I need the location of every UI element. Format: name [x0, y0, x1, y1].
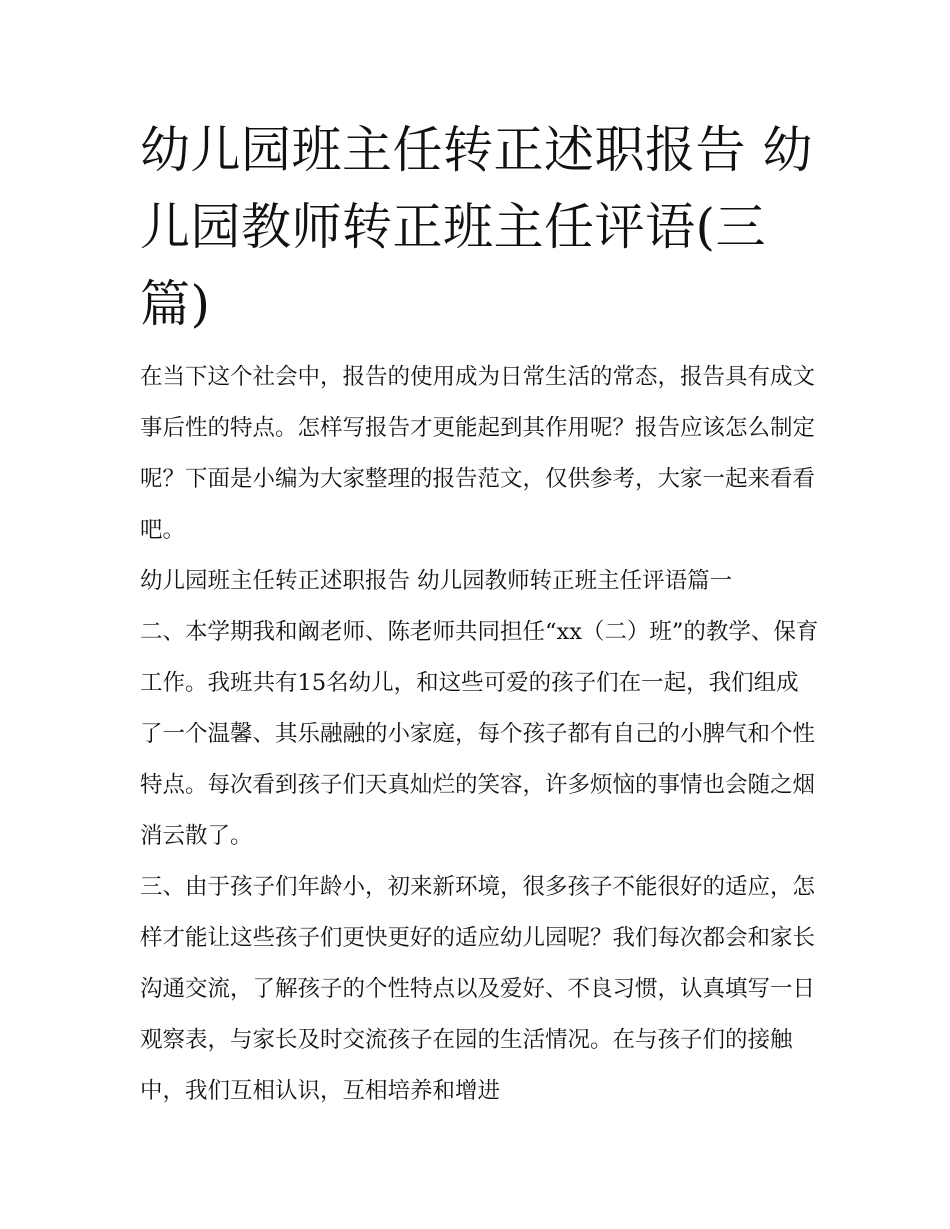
intro-paragraph: 在当下这个社会中，报告的使用成为日常生活的常态，报告具有成文事后性的特点。怎样写报告才更能起到其作用呢？报告应该怎么制定呢？下面是小编为大家整理的报告范文，仅供参考，大家一起来看看吧。	[140, 364, 816, 543]
document-body	[140, 352, 820, 1117]
document-title: 幼儿园班主任转正述职报告 幼儿园教师转正班主任评语(三篇)	[140, 121, 813, 333]
paragraph-two: 二、本学期我和阚老师、陈老师共同担任“xx（二）班”的教学、保育工作。我班共有15名幼儿，和这些可爱的孩子们在一起，我们组成了一个温馨、其乐融融的小家庭，每个孩子都有自己的小脾气和个性特点。每次看到孩子们天真灿烂的笑容，许多烦恼的事情也会随之烟消云散了。	[140, 619, 819, 849]
section-heading: 幼儿园班主任转正述职报告 幼儿园教师转正班主任评语篇一	[140, 568, 733, 594]
paragraph-three: 三、由于孩子们年龄小，初来新环境，很多孩子不能很好的适应，怎样才能让这些孩子们更快更好的适应幼儿园呢？我们每次都会和家长沟通交流，了解孩子的个性特点以及爱好、不良习惯，认真填写一日观察表，与家长及时交流孩子在园的生活情况。在与孩子们的接触中，我们互相认识，互相培养和增进	[140, 874, 816, 1104]
